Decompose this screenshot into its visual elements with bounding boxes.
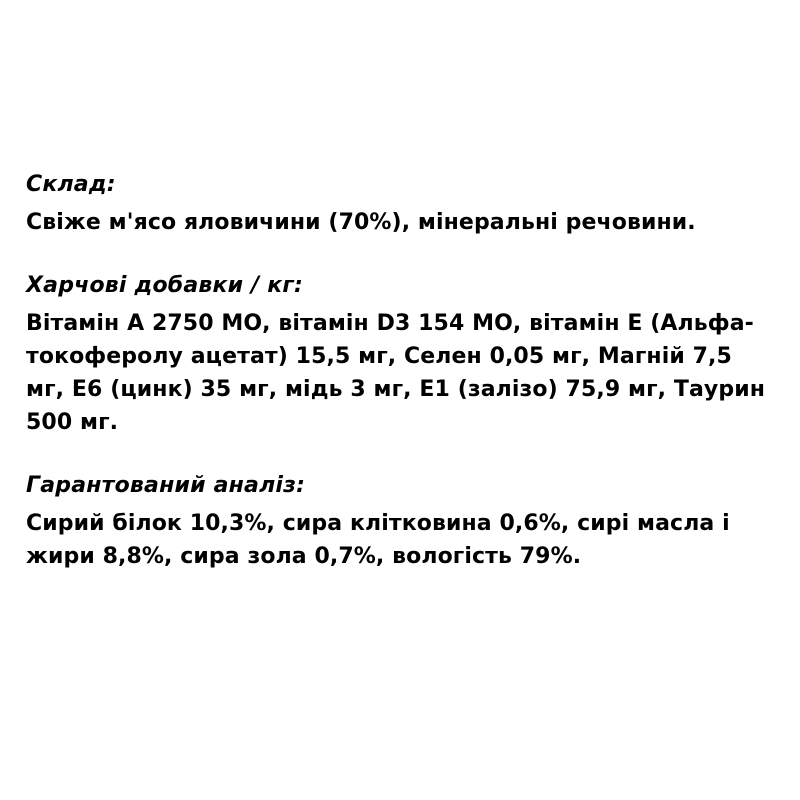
composition-section <box>26 168 776 239</box>
analysis-heading: Гарантований аналіз: <box>26 473 306 498</box>
additives-heading: Харчові добавки / кг: <box>26 273 304 298</box>
additives-text: Вітамін А 2750 МО, вітамін D3 154 МО, вітамін Е (Альфа-токоферолу ацетат) 15,5 мг, Селен 0,05 мг, Магній 7,5 мг, Е6 (цинк) 35 мг, мідь 3 мг, Е1 (залізо) 75,9 мг, Таурин 500 мг. <box>26 311 766 435</box>
analysis-section <box>26 469 776 573</box>
composition-heading: Склад: <box>26 172 116 197</box>
composition-text: Свіже м'ясо яловичини (70%), мінеральні речовини. <box>26 210 696 235</box>
analysis-text: Сирий білок 10,3%, сира клітковина 0,6%, сирі масла і жири 8,8%, сира зола 0,7%, вологість 79%. <box>26 511 730 569</box>
additives-section <box>26 269 776 439</box>
